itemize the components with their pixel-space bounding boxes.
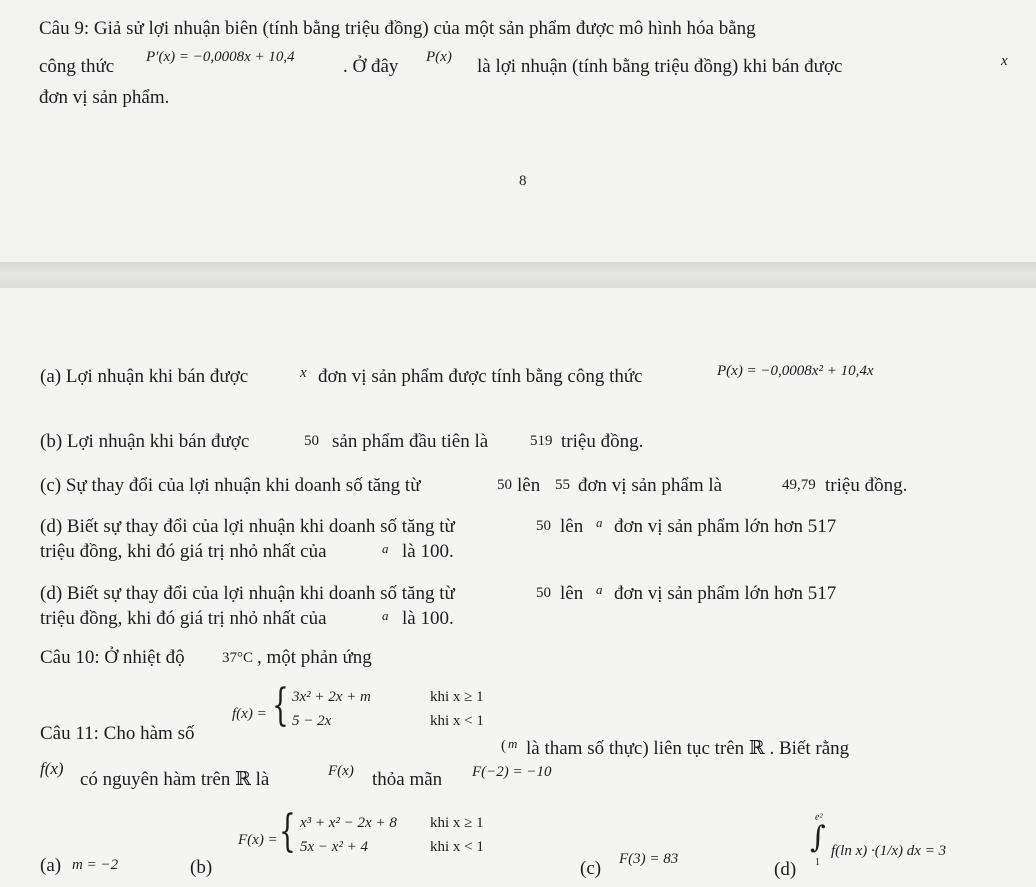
q9-b-num: 50 bbox=[304, 433, 319, 449]
q9-b-text: (b) Lợi nhuận khi bán được bbox=[40, 431, 250, 452]
q9-c-num3: 49,79 bbox=[782, 477, 816, 493]
q9-c-num2: 55 bbox=[555, 477, 570, 493]
q11-opt-d-label: (d) bbox=[774, 859, 797, 880]
q9-b-text3: triệu đồng. bbox=[561, 431, 644, 452]
q11-opt-c: F(3) = 83 bbox=[619, 851, 679, 867]
page-number: 8 bbox=[519, 173, 527, 189]
q11-opt-a-label: (a) bbox=[40, 855, 62, 876]
q9-d2-line2: triệu đồng, khi đó giá trị nhỏ nhất của bbox=[40, 608, 327, 629]
q9-a-text: (a) Lợi nhuận khi bán được bbox=[40, 366, 249, 387]
q9-d1-var-a: a bbox=[596, 515, 603, 530]
q9-derivative-formula: P′(x) = −0,0008x + 10,4 bbox=[146, 49, 295, 65]
q11-Fx: F(x) bbox=[328, 763, 354, 779]
q11-fx: f(x) bbox=[40, 759, 64, 778]
q9-line2-suffix: là lợi nhuận (tính bằng triệu đồng) khi bán được bbox=[477, 56, 843, 77]
q9-a-var-x: x bbox=[300, 365, 307, 381]
q9-d2-line2-end: là 100. bbox=[402, 608, 454, 629]
q9-c-text: (c) Sự thay đổi của lợi nhuận khi doanh số tăng từ bbox=[40, 475, 421, 496]
page-fold bbox=[0, 262, 1036, 288]
q11-f-lhs: f(x) = bbox=[232, 706, 267, 722]
q11-line2a: có nguyên hàm trên ℝ là bbox=[80, 769, 270, 790]
q11-F-case1-cond: khi x ≥ 1 bbox=[430, 815, 484, 831]
q9-c-text2: đơn vị sản phẩm là bbox=[578, 475, 723, 496]
q9-line2-prefix: công thức bbox=[39, 56, 115, 77]
q9-d2-text2: đơn vị sản phẩm lớn hơn 517 bbox=[614, 583, 837, 604]
q9-b-text2: sản phẩm đầu tiên là bbox=[332, 431, 489, 452]
q9-line2-middle: . Ở đây bbox=[343, 56, 399, 77]
q9-d1-var-a2: a bbox=[382, 541, 389, 556]
q9-d2-text: (d) Biết sự thay đổi của lợi nhuận khi doanh số tăng từ bbox=[40, 583, 455, 604]
q9-d1-num1: 50 bbox=[536, 518, 551, 534]
q11-desc-rest: là tham số thực) liên tục trên ℝ . Biết rằng bbox=[526, 738, 850, 759]
q11-F-case2-cond: khi x < 1 bbox=[430, 839, 484, 855]
q9-d2-num1: 50 bbox=[536, 585, 551, 601]
q11-int-upper: e² bbox=[815, 812, 823, 823]
q9-d2-mid: lên bbox=[560, 583, 584, 604]
q11-opt-c-label: (c) bbox=[580, 858, 602, 879]
q11-f-brace: { bbox=[272, 680, 289, 731]
q9-b-num2: 519 bbox=[530, 433, 553, 449]
q9-var-x: x bbox=[1001, 53, 1008, 69]
q9-a-formula: P(x) = −0,0008x² + 10,4x bbox=[717, 363, 874, 379]
q11-F-case1-expr: x³ + x² − 2x + 8 bbox=[300, 815, 397, 831]
q11-F-brace: { bbox=[279, 806, 296, 857]
q11-F-lhs: F(x) = bbox=[238, 832, 278, 848]
q11-f-case2-cond: khi x < 1 bbox=[430, 713, 484, 729]
q11-desc-m: m bbox=[508, 736, 518, 751]
q9-d2-var-a2: a bbox=[382, 608, 389, 623]
q11-f-case1-expr: 3x² + 2x + m bbox=[292, 689, 371, 705]
q9-intro-line: Câu 9: Giả sử lợi nhuận biên (tính bằng triệu đồng) của một sản phẩm được mô hình hóa bằng bbox=[39, 18, 756, 39]
q9-c-mid: lên bbox=[517, 475, 541, 496]
q11-label: Câu 11: Cho hàm số bbox=[40, 723, 195, 744]
q11-opt-b-label: (b) bbox=[190, 857, 213, 878]
q9-c-num1: 50 bbox=[497, 477, 512, 493]
q11-int-lower: 1 bbox=[815, 857, 820, 868]
q9-d2-var-a: a bbox=[596, 582, 603, 597]
q11-opt-a: m = −2 bbox=[72, 857, 119, 873]
q9-d1-text: (d) Biết sự thay đổi của lợi nhuận khi doanh số tăng từ bbox=[40, 516, 455, 537]
q11-F-case2-expr: 5x − x² + 4 bbox=[300, 839, 369, 855]
q9-line3: đơn vị sản phẩm. bbox=[39, 87, 170, 108]
q10-temperature: 37°C bbox=[222, 650, 254, 666]
q9-c-text3: triệu đồng. bbox=[825, 475, 908, 496]
q9-var-P: P(x) bbox=[426, 49, 452, 65]
q11-condition: F(−2) = −10 bbox=[472, 764, 552, 780]
q10-text: Câu 10: Ở nhiệt độ bbox=[40, 647, 185, 668]
q11-line2b: thỏa mãn bbox=[372, 769, 443, 790]
q9-d1-line2: triệu đồng, khi đó giá trị nhỏ nhất của bbox=[40, 541, 327, 562]
q10-text2: , một phản ứng bbox=[257, 647, 372, 668]
q11-f-case1-cond: khi x ≥ 1 bbox=[430, 689, 484, 705]
q9-a-text2: đơn vị sản phẩm được tính bằng công thức bbox=[318, 366, 643, 387]
q11-integral-sign: ∫ bbox=[810, 820, 826, 855]
q11-f-case2-expr: 5 − 2x bbox=[292, 713, 332, 729]
q11-desc-open: ( bbox=[501, 738, 506, 754]
q11-opt-d-body: f(ln x) ·(1/x) dx = 3 bbox=[831, 843, 947, 859]
q9-d1-line2-end: là 100. bbox=[402, 541, 454, 562]
q9-d1-mid: lên bbox=[560, 516, 584, 537]
q9-d1-text2: đơn vị sản phẩm lớn hơn 517 bbox=[614, 516, 837, 537]
